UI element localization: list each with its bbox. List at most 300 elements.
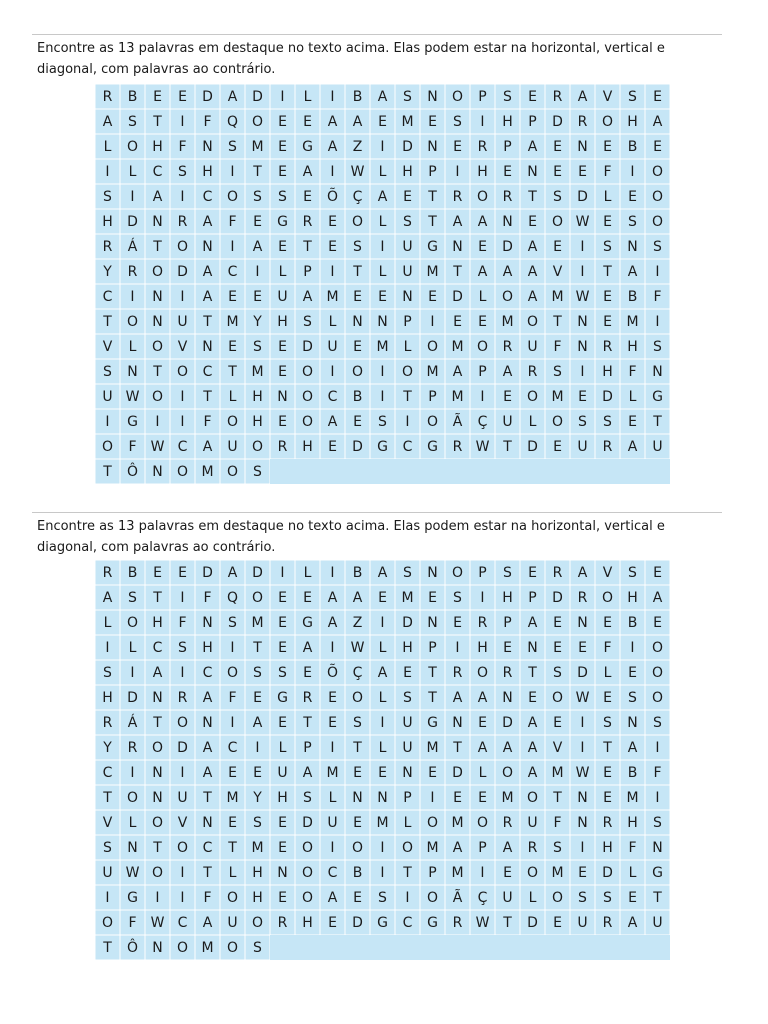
grid-letter-cell: T [145, 710, 170, 735]
grid-letter-cell: O [220, 459, 245, 484]
grid-letter-cell: Q [220, 109, 245, 134]
grid-letter-cell: E [645, 134, 670, 159]
grid-letter-cell: E [370, 760, 395, 785]
grid-letter-cell: U [95, 384, 120, 409]
grid-letter-cell: O [645, 184, 670, 209]
grid-letter-cell: E [445, 309, 470, 334]
grid-letter-cell: H [245, 384, 270, 409]
grid-letter-cell: E [545, 910, 570, 935]
instructions-text: Encontre as 13 palavras em destaque no texto acima. Elas podem estar na horizontal, vertical e diagonal, com palavras ao contrário. [37, 519, 665, 555]
grid-letter-cell: E [495, 384, 520, 409]
grid-letter-cell: E [545, 434, 570, 459]
grid-letter-cell: I [120, 660, 145, 685]
grid-letter-cell: H [395, 159, 420, 184]
grid-letter-cell: W [570, 284, 595, 309]
grid-letter-cell: S [570, 409, 595, 434]
grid-letter-cell: I [320, 735, 345, 760]
grid-letter-cell: M [420, 735, 445, 760]
grid-letter-cell: O [295, 359, 320, 384]
grid-letter-cell: S [595, 885, 620, 910]
grid-letter-cell: G [295, 610, 320, 635]
grid-letter-cell: M [370, 810, 395, 835]
grid-letter-cell: E [245, 760, 270, 785]
grid-letter-cell: T [145, 359, 170, 384]
grid-letter-cell: C [395, 434, 420, 459]
grid-letter-cell: M [445, 860, 470, 885]
grid-letter-cell: O [145, 810, 170, 835]
grid-letter-cell: O [470, 184, 495, 209]
grid-letter-cell: A [645, 585, 670, 610]
grid-letter-cell: N [420, 84, 445, 109]
grid-letter-cell: I [170, 760, 195, 785]
grid-letter-cell: Á [120, 710, 145, 735]
grid-letter-cell: N [145, 284, 170, 309]
grid-letter-cell: E [270, 810, 295, 835]
grid-letter-cell: R [570, 585, 595, 610]
grid-letter-cell: O [445, 84, 470, 109]
grid-letter-cell: T [420, 184, 445, 209]
grid-letter-cell: H [245, 885, 270, 910]
grid-letter-cell: H [295, 434, 320, 459]
grid-letter-cell: T [245, 159, 270, 184]
grid-letter-cell: I [370, 234, 395, 259]
grid-letter-cell: S [545, 835, 570, 860]
grid-letter-cell: E [420, 585, 445, 610]
grid-letter-cell: S [545, 359, 570, 384]
grid-letter-cell: I [170, 409, 195, 434]
grid-letter-cell: A [220, 560, 245, 585]
grid-letter-cell: I [370, 710, 395, 735]
grid-letter-cell: D [120, 685, 145, 710]
grid-letter-cell: Ç [470, 885, 495, 910]
grid-letter-cell: U [220, 434, 245, 459]
grid-letter-cell: A [370, 184, 395, 209]
grid-letter-cell: M [320, 284, 345, 309]
grid-letter-cell: R [445, 434, 470, 459]
grid-letter-cell: M [395, 585, 420, 610]
grid-letter-cell: O [245, 910, 270, 935]
grid-letter-cell: A [195, 760, 220, 785]
grid-letter-cell: O [170, 234, 195, 259]
grid-letter-cell: T [95, 309, 120, 334]
grid-letter-cell: H [145, 610, 170, 635]
grid-letter-cell: I [220, 635, 245, 660]
grid-letter-cell: C [195, 184, 220, 209]
grid-letter-cell: I [95, 409, 120, 434]
grid-letter-cell: A [520, 760, 545, 785]
grid-letter-cell: T [595, 259, 620, 284]
grid-letter-cell: I [170, 860, 195, 885]
grid-letter-cell: E [570, 635, 595, 660]
grid-letter-cell: D [345, 910, 370, 935]
grid-letter-cell: T [95, 935, 120, 960]
grid-letter-cell: O [170, 459, 195, 484]
grid-letter-cell: R [270, 434, 295, 459]
grid-letter-cell: G [420, 710, 445, 735]
grid-letter-cell: I [170, 284, 195, 309]
grid-letter-cell: I [370, 835, 395, 860]
grid-letter-cell: S [595, 234, 620, 259]
grid-letter-cell: S [545, 660, 570, 685]
grid-letter-cell: I [570, 234, 595, 259]
grid-letter-cell: O [645, 209, 670, 234]
grid-letter-cell: W [145, 910, 170, 935]
grid-letter-cell: B [620, 284, 645, 309]
grid-letter-cell: S [245, 184, 270, 209]
grid-letter-cell: S [370, 409, 395, 434]
grid-letter-cell: D [195, 560, 220, 585]
grid-letter-cell: U [170, 309, 195, 334]
grid-letter-cell: S [645, 234, 670, 259]
grid-letter-cell: A [445, 209, 470, 234]
grid-letter-cell: E [270, 835, 295, 860]
grid-letter-cell: S [620, 209, 645, 234]
grid-letter-cell: E [270, 234, 295, 259]
grid-letter-cell: Ç [470, 409, 495, 434]
grid-letter-cell: L [295, 84, 320, 109]
grid-letter-cell: S [595, 710, 620, 735]
grid-letter-cell: A [370, 560, 395, 585]
grid-letter-cell: F [195, 409, 220, 434]
grid-letter-cell: W [120, 384, 145, 409]
grid-letter-cell: N [370, 785, 395, 810]
grid-letter-cell: R [495, 810, 520, 835]
grid-letter-cell: H [270, 785, 295, 810]
grid-letter-cell: T [195, 384, 220, 409]
grid-letter-cell: I [370, 384, 395, 409]
grid-letter-cell: N [445, 234, 470, 259]
grid-letter-cell: O [170, 359, 195, 384]
grid-letter-cell: E [470, 309, 495, 334]
grid-letter-cell: A [495, 735, 520, 760]
grid-letter-cell: F [645, 284, 670, 309]
grid-letter-cell: C [95, 284, 120, 309]
grid-letter-cell: E [545, 159, 570, 184]
grid-letter-cell: M [545, 284, 570, 309]
grid-letter-cell: E [345, 334, 370, 359]
grid-letter-cell: R [595, 334, 620, 359]
grid-letter-cell: M [420, 259, 445, 284]
grid-letter-cell: E [595, 685, 620, 710]
grid-letter-cell: U [520, 334, 545, 359]
grid-letter-cell: O [120, 134, 145, 159]
grid-letter-cell: S [95, 835, 120, 860]
grid-letter-cell: A [220, 84, 245, 109]
grid-letter-cell: G [370, 910, 395, 935]
grid-letter-cell: E [395, 184, 420, 209]
grid-letter-cell: L [270, 259, 295, 284]
grid-letter-cell: I [120, 284, 145, 309]
grid-letter-cell: E [170, 84, 195, 109]
grid-letter-cell: Ô [120, 459, 145, 484]
grid-letter-cell: O [120, 785, 145, 810]
grid-letter-cell: R [495, 660, 520, 685]
grid-letter-cell: A [345, 109, 370, 134]
grid-letter-cell: T [645, 409, 670, 434]
grid-letter-cell: I [570, 735, 595, 760]
grid-letter-cell: E [270, 159, 295, 184]
grid-letter-cell: F [170, 610, 195, 635]
grid-letter-cell: U [395, 710, 420, 735]
grid-letter-cell: M [220, 785, 245, 810]
grid-letter-cell: O [645, 159, 670, 184]
grid-letter-cell: N [495, 685, 520, 710]
grid-letter-cell: I [395, 885, 420, 910]
grid-letter-cell: E [470, 234, 495, 259]
grid-letter-cell: E [545, 710, 570, 735]
grid-letter-cell: L [470, 760, 495, 785]
grid-letter-cell: A [520, 610, 545, 635]
grid-letter-cell: T [495, 434, 520, 459]
grid-letter-cell: A [195, 434, 220, 459]
grid-letter-cell: I [570, 835, 595, 860]
grid-letter-cell: R [95, 560, 120, 585]
grid-letter-cell: R [595, 810, 620, 835]
grid-letter-cell: C [170, 434, 195, 459]
grid-letter-cell: S [645, 334, 670, 359]
grid-letter-cell: N [195, 334, 220, 359]
grid-letter-cell: E [345, 760, 370, 785]
grid-letter-cell: N [495, 209, 520, 234]
grid-letter-cell: A [95, 585, 120, 610]
grid-letter-cell: P [495, 134, 520, 159]
grid-letter-cell: S [95, 184, 120, 209]
grid-letter-cell: O [395, 835, 420, 860]
grid-letter-cell: N [620, 710, 645, 735]
grid-letter-cell: S [120, 109, 145, 134]
grid-letter-cell: H [620, 109, 645, 134]
grid-letter-cell: O [170, 935, 195, 960]
grid-letter-cell: E [320, 910, 345, 935]
grid-letter-cell: P [520, 109, 545, 134]
grid-letter-cell: Z [345, 610, 370, 635]
grid-letter-cell: E [595, 309, 620, 334]
grid-letter-cell: O [520, 785, 545, 810]
grid-letter-cell: V [595, 560, 620, 585]
grid-letter-cell: M [420, 835, 445, 860]
grid-letter-cell: L [120, 635, 145, 660]
grid-letter-cell: F [595, 159, 620, 184]
grid-letter-cell: A [295, 159, 320, 184]
grid-letter-cell: T [445, 735, 470, 760]
grid-letter-cell: A [495, 259, 520, 284]
grid-letter-cell: A [320, 109, 345, 134]
grid-letter-cell: R [445, 184, 470, 209]
grid-letter-cell: L [95, 610, 120, 635]
grid-letter-cell: E [220, 810, 245, 835]
grid-letter-cell: R [495, 334, 520, 359]
grid-letter-cell: A [445, 835, 470, 860]
grid-letter-cell: P [395, 785, 420, 810]
grid-letter-cell: I [220, 234, 245, 259]
grid-letter-cell: F [545, 810, 570, 835]
grid-letter-cell: O [520, 860, 545, 885]
grid-letter-cell: G [120, 885, 145, 910]
grid-letter-cell: D [295, 810, 320, 835]
grid-letter-cell: L [595, 660, 620, 685]
grid-letter-cell: E [620, 885, 645, 910]
grid-letter-cell: O [520, 309, 545, 334]
grid-letter-cell: Z [345, 134, 370, 159]
grid-letter-cell: E [620, 409, 645, 434]
grid-letter-cell: O [470, 660, 495, 685]
grid-letter-cell: A [620, 434, 645, 459]
grid-letter-cell: G [270, 209, 295, 234]
grid-letter-cell: N [270, 860, 295, 885]
grid-letter-cell: C [320, 860, 345, 885]
grid-letter-cell: R [520, 835, 545, 860]
grid-letter-cell: H [195, 635, 220, 660]
grid-letter-cell: S [245, 459, 270, 484]
grid-letter-cell: H [145, 134, 170, 159]
grid-letter-cell: O [545, 885, 570, 910]
grid-letter-cell: O [220, 935, 245, 960]
grid-letter-cell: O [595, 109, 620, 134]
grid-letter-cell: I [570, 259, 595, 284]
grid-letter-cell: D [245, 560, 270, 585]
grid-letter-cell: Y [95, 735, 120, 760]
grid-letter-cell: H [295, 910, 320, 935]
grid-letter-cell: L [270, 735, 295, 760]
grid-letter-cell: D [595, 860, 620, 885]
grid-letter-cell: R [595, 910, 620, 935]
grid-letter-cell: N [420, 560, 445, 585]
grid-letter-cell: P [420, 159, 445, 184]
grid-letter-cell: H [95, 685, 120, 710]
grid-letter-cell: R [270, 910, 295, 935]
grid-letter-cell: O [420, 885, 445, 910]
grid-letter-cell: S [170, 159, 195, 184]
grid-letter-cell: W [345, 635, 370, 660]
grid-letter-cell: F [545, 334, 570, 359]
grid-letter-cell: P [295, 735, 320, 760]
grid-letter-cell: P [420, 635, 445, 660]
grid-letter-cell: R [295, 685, 320, 710]
grid-letter-cell: D [395, 134, 420, 159]
grid-letter-cell: F [195, 109, 220, 134]
grid-letter-cell: O [645, 660, 670, 685]
grid-letter-cell: T [195, 860, 220, 885]
grid-letter-cell: I [445, 635, 470, 660]
grid-letter-cell: E [495, 860, 520, 885]
grid-letter-cell: D [570, 660, 595, 685]
grid-letter-cell: U [495, 409, 520, 434]
grid-letter-cell: N [620, 234, 645, 259]
grid-letter-cell: I [270, 84, 295, 109]
grid-letter-cell: O [295, 409, 320, 434]
grid-letter-cell: I [470, 585, 495, 610]
grid-letter-cell: I [645, 259, 670, 284]
grid-letter-cell: O [245, 434, 270, 459]
grid-letter-cell: T [645, 885, 670, 910]
grid-letter-cell: P [395, 309, 420, 334]
grid-letter-cell: E [595, 134, 620, 159]
grid-letter-cell: N [270, 384, 295, 409]
grid-letter-cell: A [570, 560, 595, 585]
grid-letter-cell: E [270, 710, 295, 735]
grid-letter-cell: V [170, 810, 195, 835]
grid-letter-cell: E [595, 785, 620, 810]
grid-letter-cell: R [170, 209, 195, 234]
grid-letter-cell: L [620, 384, 645, 409]
grid-letter-cell: H [245, 860, 270, 885]
grid-letter-cell: M [370, 334, 395, 359]
grid-letter-cell: A [620, 910, 645, 935]
grid-letter-cell: M [195, 459, 220, 484]
grid-letter-cell: R [545, 560, 570, 585]
grid-letter-cell: S [345, 234, 370, 259]
grid-letter-cell: F [620, 359, 645, 384]
grid-letter-cell: E [370, 109, 395, 134]
grid-letter-cell: S [295, 309, 320, 334]
grid-letter-cell: R [95, 84, 120, 109]
grid-letter-cell: O [545, 409, 570, 434]
grid-letter-cell: E [620, 660, 645, 685]
grid-letter-cell: L [520, 409, 545, 434]
grid-letter-cell: M [445, 810, 470, 835]
grid-letter-cell: I [320, 259, 345, 284]
grid-letter-cell: L [470, 284, 495, 309]
grid-letter-cell: N [520, 635, 545, 660]
grid-letter-cell: I [470, 384, 495, 409]
grid-letter-cell: I [95, 159, 120, 184]
grid-letter-cell: T [345, 735, 370, 760]
grid-letter-cell: S [645, 810, 670, 835]
grid-letter-cell: A [295, 760, 320, 785]
grid-letter-cell: E [320, 209, 345, 234]
grid-letter-cell: M [420, 359, 445, 384]
grid-letter-cell: S [620, 560, 645, 585]
grid-letter-cell: D [495, 710, 520, 735]
grid-letter-cell: I [120, 184, 145, 209]
grid-letter-cell: T [595, 735, 620, 760]
grid-letter-cell: I [320, 835, 345, 860]
grid-letter-cell: R [545, 84, 570, 109]
grid-letter-cell: E [545, 635, 570, 660]
grid-letter-cell: E [445, 785, 470, 810]
grid-letter-cell: S [495, 560, 520, 585]
grid-letter-cell: S [495, 84, 520, 109]
grid-letter-cell: S [220, 134, 245, 159]
grid-letter-cell: I [420, 785, 445, 810]
grid-letter-cell: M [445, 384, 470, 409]
grid-letter-cell: N [345, 309, 370, 334]
grid-letter-cell: Ã [445, 409, 470, 434]
grid-letter-cell: N [570, 785, 595, 810]
grid-letter-cell: E [295, 184, 320, 209]
grid-letter-cell: A [470, 685, 495, 710]
grid-letter-cell: N [145, 935, 170, 960]
grid-letter-cell: A [245, 710, 270, 735]
grid-letter-cell: I [645, 785, 670, 810]
grid-letter-cell: I [370, 359, 395, 384]
grid-letter-cell: E [595, 284, 620, 309]
grid-letter-cell: P [470, 560, 495, 585]
grid-letter-cell: E [495, 635, 520, 660]
grid-letter-cell: I [370, 860, 395, 885]
grid-letter-cell: Ô [120, 935, 145, 960]
grid-letter-cell: O [345, 209, 370, 234]
grid-letter-cell: U [320, 334, 345, 359]
grid-letter-cell: E [220, 284, 245, 309]
grid-letter-cell: H [620, 810, 645, 835]
grid-letter-cell: L [370, 259, 395, 284]
grid-letter-cell: E [270, 885, 295, 910]
grid-letter-cell: W [120, 860, 145, 885]
grid-letter-cell: A [95, 109, 120, 134]
grid-letter-cell: U [170, 785, 195, 810]
grid-letter-cell: N [120, 835, 145, 860]
